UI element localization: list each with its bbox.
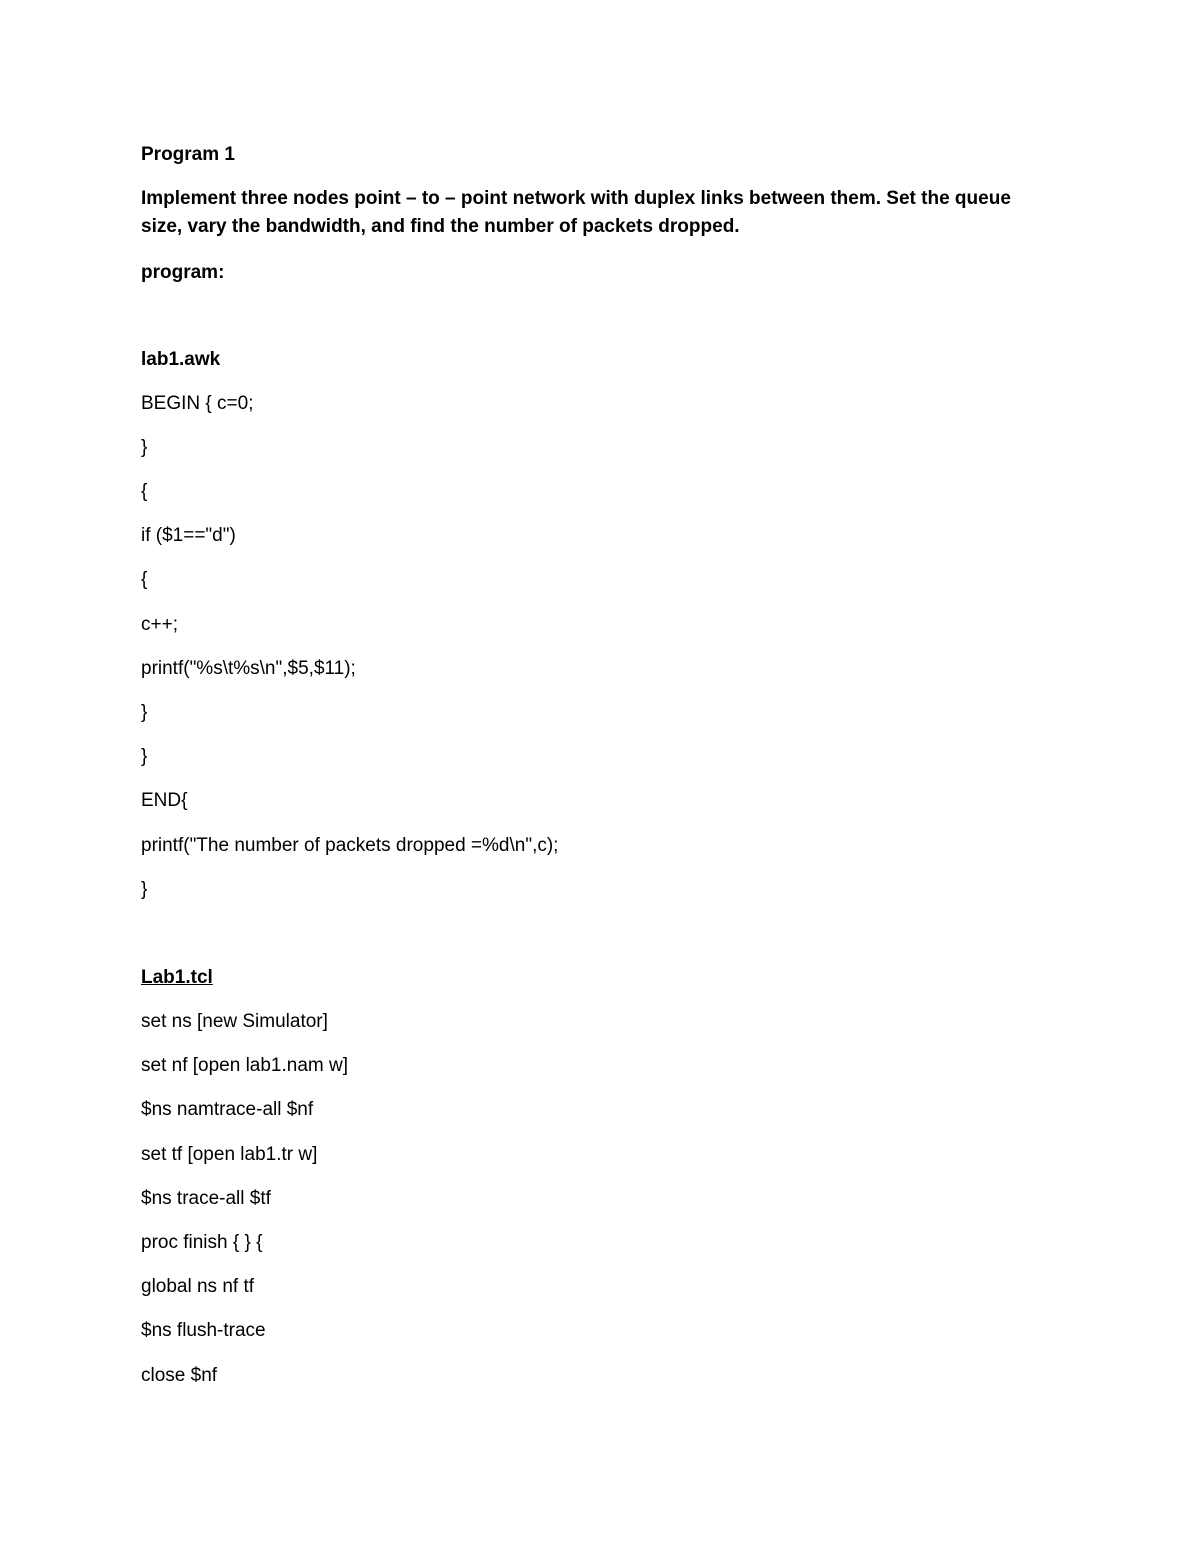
awk-code-line: if ($1=="d") — [141, 525, 236, 546]
tcl-code-line: set nf [open lab1.nam w] — [141, 1055, 349, 1076]
tcl-code-line: $ns trace-all $tf — [141, 1188, 271, 1209]
awk-code-line: END{ — [141, 790, 188, 811]
task-description: Implement three nodes point – to – point network with duplex links between them. Set the queue size, vary the bandwidth, and find the number of packets dropped. — [141, 188, 1011, 237]
awk-code-line: { — [141, 481, 148, 502]
awk-code-line: } — [141, 879, 148, 900]
awk-code-line: printf("The number of packets dropped =%d\n",c); — [141, 835, 559, 856]
awk-code-line: BEGIN { c=0; — [141, 393, 254, 414]
tcl-filename: Lab1.tcl — [141, 967, 213, 988]
awk-filename: lab1.awk — [141, 349, 221, 370]
awk-code-line: c++; — [141, 614, 178, 635]
tcl-code-line: proc finish { } { — [141, 1232, 263, 1253]
tcl-code-line: global ns nf tf — [141, 1276, 255, 1297]
awk-code-line: printf("%s\t%s\n",$5,$11); — [141, 658, 356, 679]
awk-code-line: } — [141, 746, 148, 767]
tcl-code-line: set ns [new Simulator] — [141, 1011, 328, 1032]
program-label: program: — [141, 262, 225, 283]
awk-code-line: { — [141, 569, 148, 590]
tcl-code-line: set tf [open lab1.tr w] — [141, 1144, 318, 1165]
awk-code-line: } — [141, 437, 148, 458]
tcl-code-line: $ns flush-trace — [141, 1320, 266, 1341]
tcl-code-line: close $nf — [141, 1365, 218, 1386]
awk-code-line: } — [141, 702, 148, 723]
program-heading: Program 1 — [141, 144, 235, 165]
tcl-code-line: $ns namtrace-all $nf — [141, 1099, 314, 1120]
